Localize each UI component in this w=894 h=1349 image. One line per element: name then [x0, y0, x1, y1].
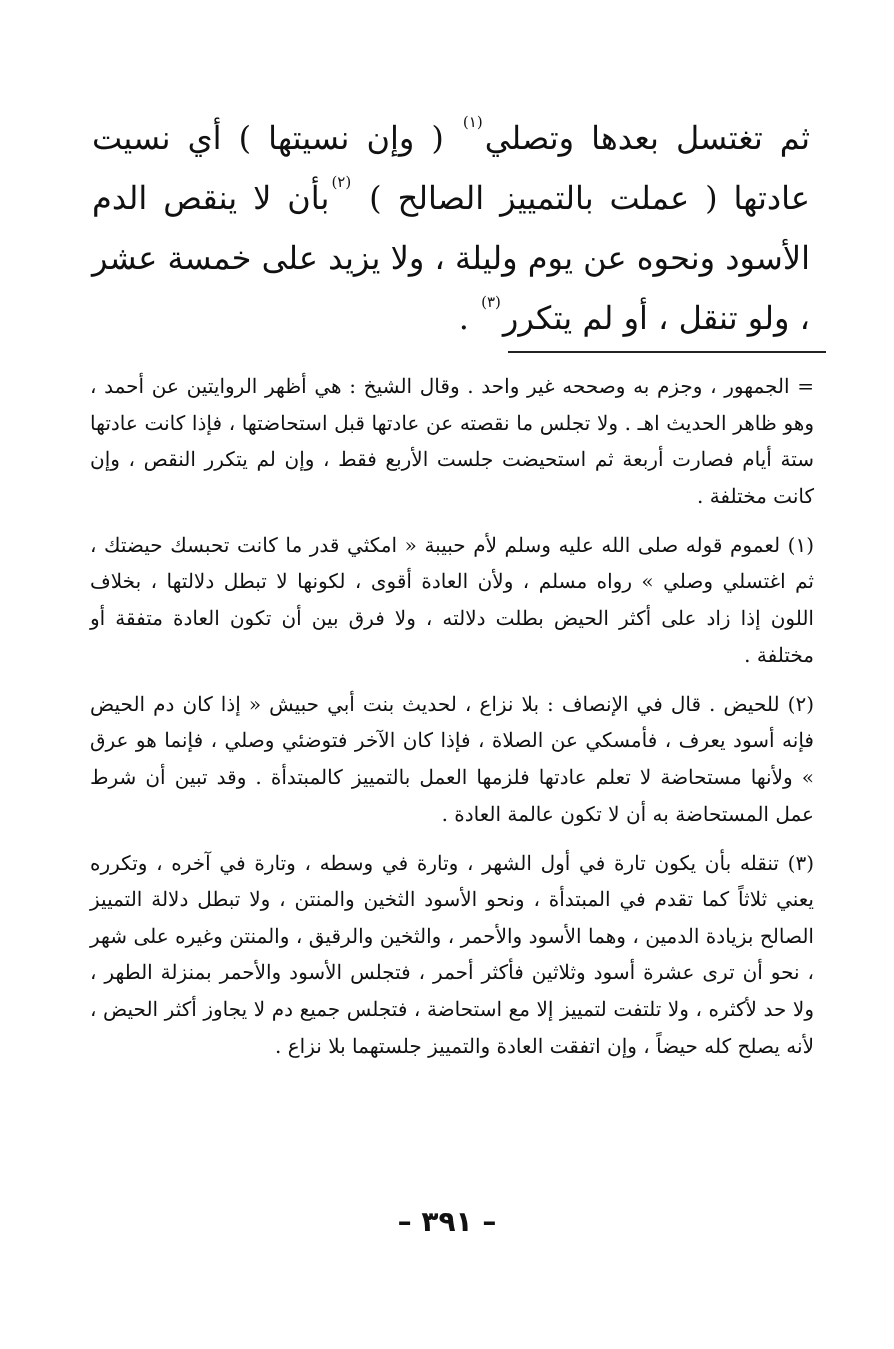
footnote-marker-1: (١): [462, 113, 483, 131]
main-text-part-4: .: [458, 299, 469, 337]
footnote-2: (٢) للحيض . قال في الإنصاف : بلا نزاع ، لحديث بنت أبي حبيش « إذا كان دم الحيض فإنه أسود يعرف ، فأمسكي عن الصلاة ، فإذا كان الآخر فتوضئي وصلي ، فإنما هو عرق » ولأنها مستحاضة لا تعلم عادتها فلزمها العمل بالتمييز كالمبتدأة . وقد تبين أن شرط عمل المستحاضة به أن لا تكون عالمة العادة .: [90, 691, 814, 826]
footnote-divider: [508, 351, 826, 353]
main-text-part-3: بأن لا ينقص الدم الأسود ونحوه عن يوم وليلة ، ولا يزيد على خمسة عشر ، ولو تنقل ، أو لم يتكرر: [91, 179, 810, 337]
main-text: [92, 108, 810, 348]
main-text-part-1: ثم تغتسل بعدها وتصلي: [484, 119, 811, 157]
footnote-continuation: = الجمهور ، وجزم به وصححه غير واحد . وقال الشيخ : هي أظهر الروايتين عن أحمد ، وهو ظاهر الحديث اهـ . ولا تجلس ما نقصته عن عادتها قبل استحاضتها ، فإذا كانت عادتها ستة أيام فصارت أربعة ثم استحيضت جلست الأربع فقط ، وإن لم يتكرر النقص ، وإن كانت مختلفة .: [90, 374, 814, 508]
page-number: – ٣٩١ –: [397, 1205, 497, 1238]
footnote-marker-2: (٢): [331, 173, 352, 191]
footnotes: [90, 368, 814, 1077]
footnote-3: (٣) تنقله بأن يكون تارة في أول الشهر ، وتارة في وسطه ، وتارة في آخره ، وتكرره يعني ثلاثاً كما تقدم في المبتدأة ، ونحو الأسود الثخين والمنتن ، ولا تبطل دلالة التمييز الصالح بزيادة الدمين ، وهما الأسود والأحمر ، والثخين والرقيق ، والمنتن وغيره على شهر ، نحو أن ترى عشرة أسود وثلاثين فأكثر أحمر ، فتجلس الأسود والأحمر بمنزلة الطهر ، ولا حد لأكثره ، ولا تلتفت لتمييز إلا مع استحاضة ، فتجلس جميع دم لا يجاوز أكثر الحيض ، لأنه يصلح كله حيضاً ، وإن اتفقت العادة والتمييز جلستهما بلا نزاع .: [90, 850, 814, 1058]
footnote-1: (١) لعموم قوله صلى الله عليه وسلم لأم حبيبة « امكثي قدر ما كانت تحبسك حيضتك ، ثم اغتسلي وصلي » رواه مسلم ، ولأن العادة أقوى ، لكونها لا تبطل دلالتها ، بخلاف اللون إذا زاد على أكثر الحيض بطلت دلالته ، ولا فرق بين أن تكون العادة متفقة أو مختلفة .: [90, 532, 814, 667]
main-text-part-2: ( وإن نسيتها ) أي نسيت عادتها ( عملت بالتمييز الصالح ): [92, 119, 811, 217]
footnote-marker-3: (٣): [481, 293, 501, 311]
